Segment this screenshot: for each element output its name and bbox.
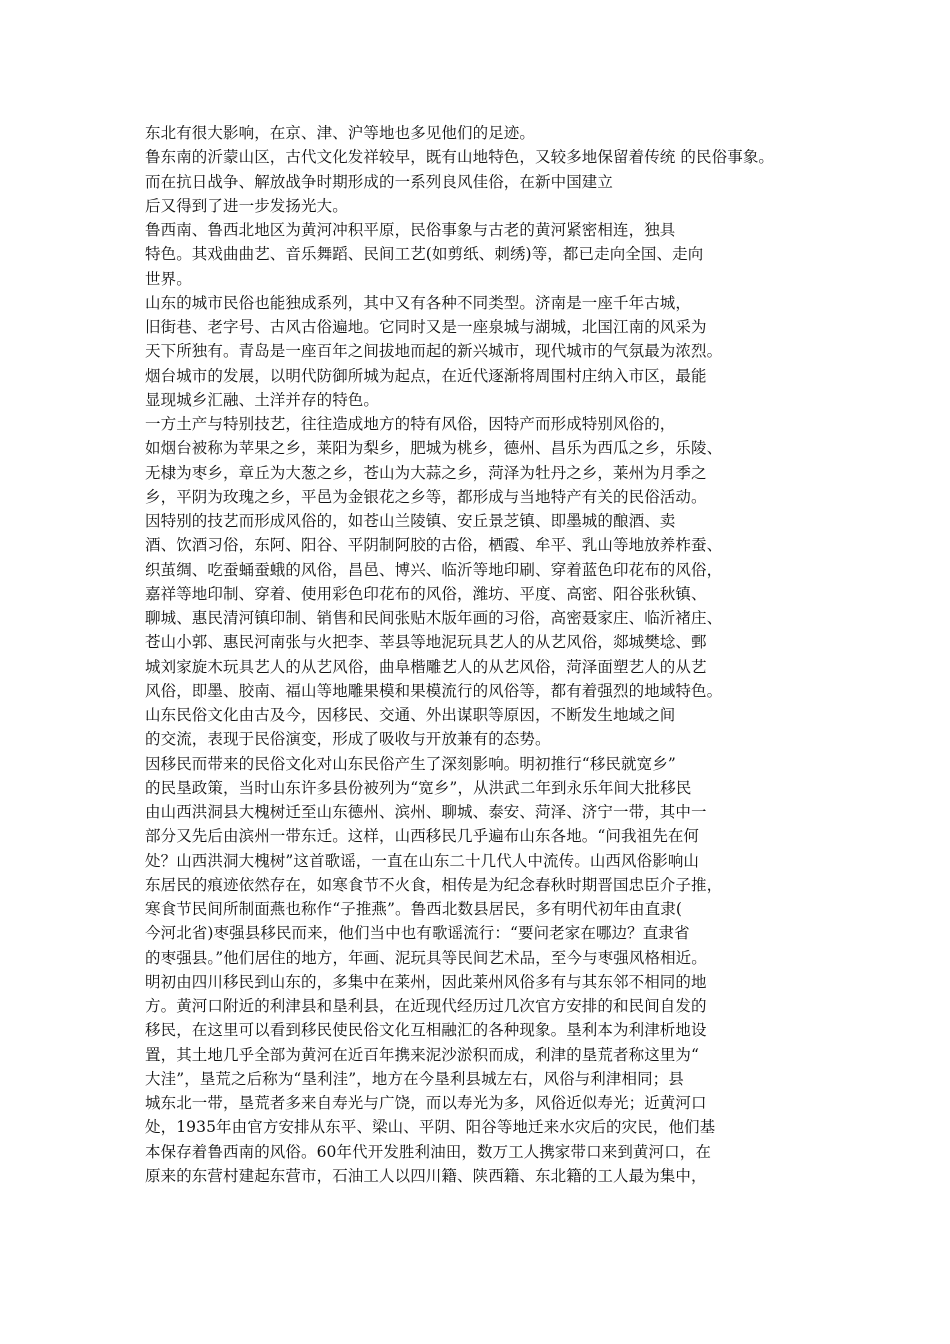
text-line: 显现城乡汇融、土洋并存的特色。 — [145, 390, 380, 409]
text-line: 由山西洪洞县大槐树迁至山东德州、滨州、聊城、泰安、菏泽、济宁一带，其中一 — [145, 803, 707, 821]
text-line: 的交流，表现于民俗演变，形成了吸收与开放兼有的态势。 — [145, 730, 551, 749]
text-line: 嘉祥等地印制、穿着、使用彩色印花布的风俗，潍坊、平度、高密、阳谷张秋镇、 — [145, 584, 707, 603]
text-line: 部分又先后由滨州一带东迁。这样，山西移民几乎遍布山东各地。“问我祖先在何 — [145, 827, 700, 846]
text-line: 烟台城市的发展，以明代防御所城为起点，在近代逐渐将周围村庄纳入市区，最能 — [145, 366, 707, 385]
text-line: 山东的城市民俗也能独成系列，其中又有各种不同类型。济南是一座千年古城， — [145, 293, 692, 312]
text-line: 处，1935年由官方安排从东平、梁山、平阴、阳谷等地迁来水灾后的灾民，他们基 — [145, 1118, 716, 1137]
text-line: 织茧绸、吃蚕蛹蚕蛾的风俗，昌邑、博兴、临沂等地印刷、穿着蓝色印花布的风俗， — [145, 560, 723, 579]
text-line: 本保存着鲁西南的风俗。60年代开发胜利油田，数万工人携家带口来到黄河口，在 — [145, 1142, 711, 1161]
text-line: 因特别的技艺而形成风俗的，如苍山兰陵镇、安丘景芝镇、即墨城的酿酒、卖 — [145, 512, 676, 530]
text-line: 大洼”，垦荒之后称为“垦利洼”，地方在今垦利县城左右，风俗与利津相同；县 — [145, 1069, 684, 1088]
text-line: 特色。其戏曲曲艺、音乐舞蹈、民间工艺(如剪纸、刺绣)等，都已走向全国、走向 — [145, 245, 704, 264]
text-line: 一方土产与特别技艺，往往造成地方的特有风俗，因特产而形成特别风俗的， — [145, 415, 676, 433]
text-line: 东北有很大影响，在京、津、沪等地也多见他们的足迹。 — [145, 124, 536, 142]
text-line: 乡，平阴为玫瑰之乡，平邑为金银花之乡等，都形成与当地特产有关的民俗活动。 — [145, 487, 707, 506]
text-line: 移民，在这里可以看到移民使民俗文化互相融汇的各种现象。垦利本为利津析地设 — [145, 1021, 707, 1040]
text-line: 原来的东营村建起东营市，石油工人以四川籍、陕西籍、东北籍的工人最为集中， — [145, 1166, 707, 1185]
text-line: 处？山西洪洞大槐树”这首歌谣，一直在山东二十几代人中流传。山西风俗影响山 — [145, 851, 700, 870]
text-line: 无棣为枣乡，章丘为大葱之乡，苍山为大蒜之乡，菏泽为牡丹之乡，莱州为月季之 — [145, 463, 707, 482]
text-line: 城东北一带，垦荒者多来自寿光与广饶，而以寿光为多，风俗近似寿光；近黄河口 — [145, 1094, 707, 1112]
text-line: 城刘家旋木玩具艺人的从艺风俗，曲阜楷雕艺人的从艺风俗，菏泽面塑艺人的从艺 — [145, 657, 707, 676]
text-line: 旧街巷、老字号、古风古俗遍地。它同时又是一座泉城与湖城，北国江南的风采为 — [145, 318, 707, 336]
body-text — [145, 121, 845, 1188]
text-line: 的民垦政策，当时山东许多县份被列为“宽乡”，从洪武二年到永乐年间大批移民 — [145, 778, 692, 797]
text-line: 世界。 — [145, 269, 192, 288]
text-line: 风俗，即墨、胶南、福山等地雕果模和果模流行的风俗等，都有着强烈的地域特色。 — [145, 681, 723, 700]
text-line: 方。黄河口附近的利津县和垦利县，在近现代经历过几次官方安排的和民间自发的 — [145, 997, 707, 1015]
text-line: 的枣强县。”他们居住的地方，年画、泥玩具等民间艺术品，至今与枣强风格相近。 — [145, 948, 707, 967]
text-line: 苍山小郭、惠民河南张与火把李、莘县等地泥玩具艺人的从艺风俗，郯城樊埝、鄄 — [145, 633, 707, 652]
text-line: 酒、饮酒习俗，东阿、阳谷、平阴制阿胶的古俗，栖霞、牟平、乳山等地放养柞蚕、 — [145, 536, 723, 555]
text-line: 天下所独有。青岛是一座百年之间拔地而起的新兴城市，现代城市的气氛最为浓烈。 — [145, 342, 723, 361]
text-line: 寒食节民间所制面燕也称作“子推燕”。鲁西北数县居民，多有明代初年由直隶( — [145, 900, 682, 918]
text-line: 鲁西南、鲁西北地区为黄河冲积平原，民俗事象与古老的黄河紧密相连，独具 — [145, 221, 676, 239]
text-line: 因移民而带来的民俗文化对山东民俗产生了深刻影响。明初推行“移民就宽乡” — [145, 754, 676, 773]
text-line: 置，其土地几乎全部为黄河在近百年携来泥沙淤积而成，利津的垦荒者称这里为“ — [145, 1045, 700, 1064]
text-line: 鲁东南的沂蒙山区，古代文化发祥较早，既有山地特色，又较多地保留着传统 的民俗事象。 — [145, 148, 775, 167]
text-line: 聊城、惠民清河镇印制、销售和民间张贴木版年画的习俗，高密聂家庄、临沂褚庄、 — [145, 609, 723, 627]
text-line: 今河北省)枣强县移民而来，他们当中也有歌谣流行：“要问老家在哪边？直隶省 — [145, 924, 690, 943]
text-line: 山东民俗文化由古及今，因移民、交通、外出谋职等原因，不断发生地域之间 — [145, 706, 676, 724]
text-line: 而在抗日战争、解放战争时期形成的一系列良风佳俗，在新中国建立 — [145, 172, 614, 191]
text-line: 明初由四川移民到山东的，多集中在莱州，因此莱州风俗多有与其东邻不相同的地 — [145, 972, 707, 991]
text-line: 后又得到了进一步发扬光大。 — [145, 196, 348, 215]
text-line: 东居民的痕迹依然存在，如寒食节不火食，相传是为纪念春秋时期晋国忠臣介子推， — [145, 875, 723, 894]
text-line: 如烟台被称为苹果之乡，莱阳为梨乡，肥城为桃乡，德州、昌乐为西瓜之乡，乐陵、 — [145, 439, 723, 458]
